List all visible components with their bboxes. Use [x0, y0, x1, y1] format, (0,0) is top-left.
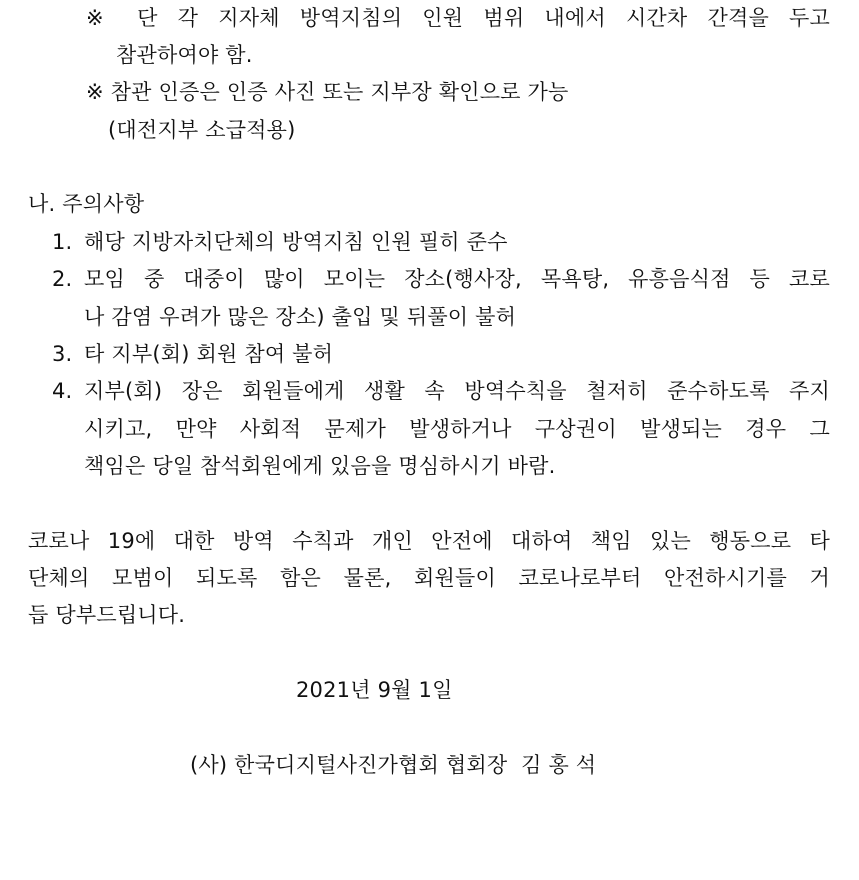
precaution-item-4-line-2: 시키고, 만약 사회적 문제가 발생하거나 구상권이 발생되는 경우 그 [84, 417, 830, 441]
closing-line-1: 코로나 19에 대한 방역 수칙과 개인 안전에 대하여 책임 있는 행동으로 타 [28, 529, 830, 553]
note-1-line-2: 참관하여야 함. [116, 43, 253, 67]
precaution-item-4-line-1: 지부(회) 장은 회원들에게 생활 속 방역수칙을 철저히 준수하도록 주지 [84, 379, 830, 403]
note-1-line-1: ※ 단 각 지자체 방역지침의 인원 범위 내에서 시간차 간격을 두고 [86, 6, 830, 30]
precaution-item-3-line-1: 타 지부(회) 회원 참여 불허 [84, 342, 334, 366]
signature-line: (사) 한국디지털사진가협회 협회장 김 홍 석 [190, 753, 597, 777]
precaution-item-1-number: 1. [52, 230, 73, 254]
closing-line-2: 단체의 모범이 되도록 함은 물론, 회원들이 코로나로부터 안전하시기를 거 [28, 566, 830, 590]
precaution-item-4-number: 4. [52, 379, 73, 403]
precaution-item-1-line-1: 해당 지방자치단체의 방역지침 인원 필히 준수 [84, 230, 508, 254]
document-date: 2021년 9월 1일 [296, 678, 453, 702]
precaution-item-2-line-2: 나 감염 우려가 많은 장소) 출입 및 뒤풀이 불허 [84, 305, 517, 329]
precaution-item-4-line-3: 책임은 당일 참석회원에게 있음을 명심하시기 바람. [84, 454, 556, 478]
closing-line-3: 듭 당부드립니다. [28, 603, 186, 627]
precaution-item-2-line-1: 모임 중 대중이 많이 모이는 장소(행사장, 목욕탕, 유흥음식점 등 코로 [84, 267, 830, 291]
precautions-heading: 나. 주의사항 [28, 192, 145, 216]
precaution-item-3-number: 3. [52, 342, 73, 366]
precaution-item-2-number: 2. [52, 267, 73, 291]
note-2-line-1: ※ 참관 인증은 인증 사진 또는 지부장 확인으로 가능 [86, 80, 569, 104]
note-2-line-2: (대전지부 소급적용) [108, 118, 296, 142]
